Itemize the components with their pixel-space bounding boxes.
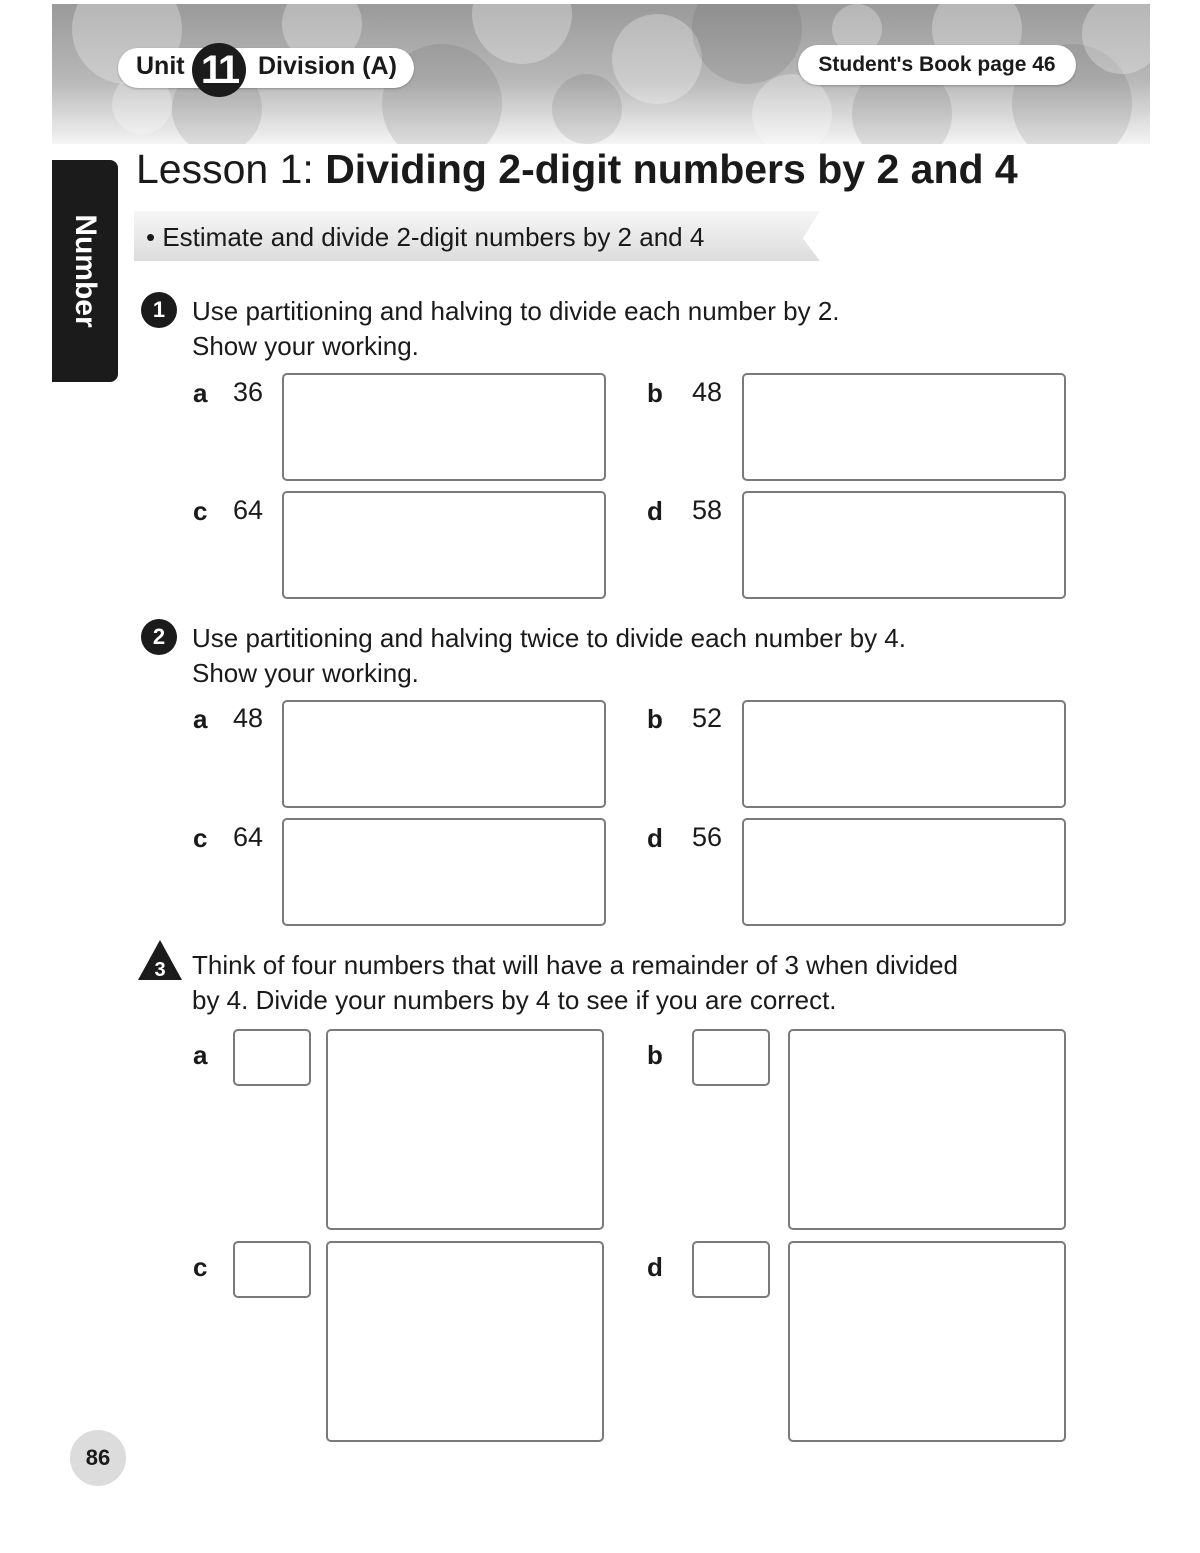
q1-a-letter: a	[193, 378, 208, 408]
question-1-text	[192, 294, 840, 364]
q2-a-letter: a	[193, 704, 208, 734]
q3-b-letter: b	[647, 1040, 663, 1070]
q1-c-letter: c	[193, 496, 208, 526]
q2-c-answer-box[interactable]	[282, 818, 606, 926]
question-2-line2: Show your working.	[192, 658, 419, 688]
q2-c-letter: c	[193, 823, 208, 853]
question-3-line1: Think of four numbers that will have a remainder of 3 when divided	[192, 950, 958, 980]
unit-number-badge: 11	[192, 43, 246, 97]
q1-b-letter: b	[647, 378, 663, 408]
q1-c-number: 64	[233, 495, 264, 525]
q2-d-answer-box[interactable]	[742, 818, 1066, 926]
unit-label: Unit	[136, 52, 185, 80]
q2-d-letter: d	[647, 823, 663, 853]
question-1-number: 1	[141, 292, 177, 328]
q2-c-number: 64	[233, 822, 264, 852]
q3-d-working-box[interactable]	[788, 1241, 1066, 1442]
q1-a-answer-box[interactable]	[282, 373, 606, 481]
q3-d-letter: d	[647, 1252, 663, 1282]
q2-a-answer-box[interactable]	[282, 700, 606, 808]
side-tab-label: Number	[69, 214, 102, 328]
q3-b-working-box[interactable]	[788, 1029, 1066, 1230]
q3-a-number-box[interactable]	[233, 1029, 311, 1086]
q2-b-letter: b	[647, 704, 663, 734]
q1-d-letter: d	[647, 496, 663, 526]
q1-a-number: 36	[233, 377, 264, 407]
q1-c-answer-box[interactable]	[282, 491, 606, 599]
question-3-number: 3	[154, 959, 166, 981]
q1-b-answer-box[interactable]	[742, 373, 1066, 481]
question-2-text	[192, 621, 906, 691]
q2-a-number: 48	[233, 703, 264, 733]
q3-c-working-box[interactable]	[326, 1241, 604, 1442]
challenge-triangle-icon	[136, 938, 184, 982]
q3-a-working-box[interactable]	[326, 1029, 604, 1230]
q3-b-number-box[interactable]	[692, 1029, 770, 1086]
q3-c-letter: c	[193, 1252, 208, 1282]
lesson-heading	[136, 146, 1018, 193]
page-number: 86	[70, 1430, 126, 1486]
q1-d-number: 58	[692, 495, 723, 525]
book-reference: Student's Book page 46	[798, 45, 1076, 85]
question-1-line1: Use partitioning and halving to divide each number by 2.	[192, 296, 840, 326]
objective-text: • Estimate and divide 2-digit numbers by 2 and 4	[146, 222, 705, 252]
unit-title: Division (A)	[258, 52, 397, 80]
lesson-title: Dividing 2-digit numbers by 2 and 4	[325, 146, 1018, 192]
question-3-line2: by 4. Divide your numbers by 4 to see if you are correct.	[192, 985, 837, 1015]
q1-b-number: 48	[692, 377, 723, 407]
q3-d-number-box[interactable]	[692, 1241, 770, 1298]
q2-d-number: 56	[692, 822, 723, 852]
question-1-line2: Show your working.	[192, 331, 419, 361]
lesson-prefix: Lesson 1:	[136, 146, 326, 192]
q3-c-number-box[interactable]	[233, 1241, 311, 1298]
q2-b-answer-box[interactable]	[742, 700, 1066, 808]
question-3-text	[192, 948, 958, 1018]
section-side-tab	[52, 160, 118, 382]
question-2-line1: Use partitioning and halving twice to divide each number by 4.	[192, 623, 906, 653]
q2-b-number: 52	[692, 703, 723, 733]
q1-d-answer-box[interactable]	[742, 491, 1066, 599]
q3-a-letter: a	[193, 1040, 208, 1070]
question-2-number: 2	[141, 619, 177, 655]
